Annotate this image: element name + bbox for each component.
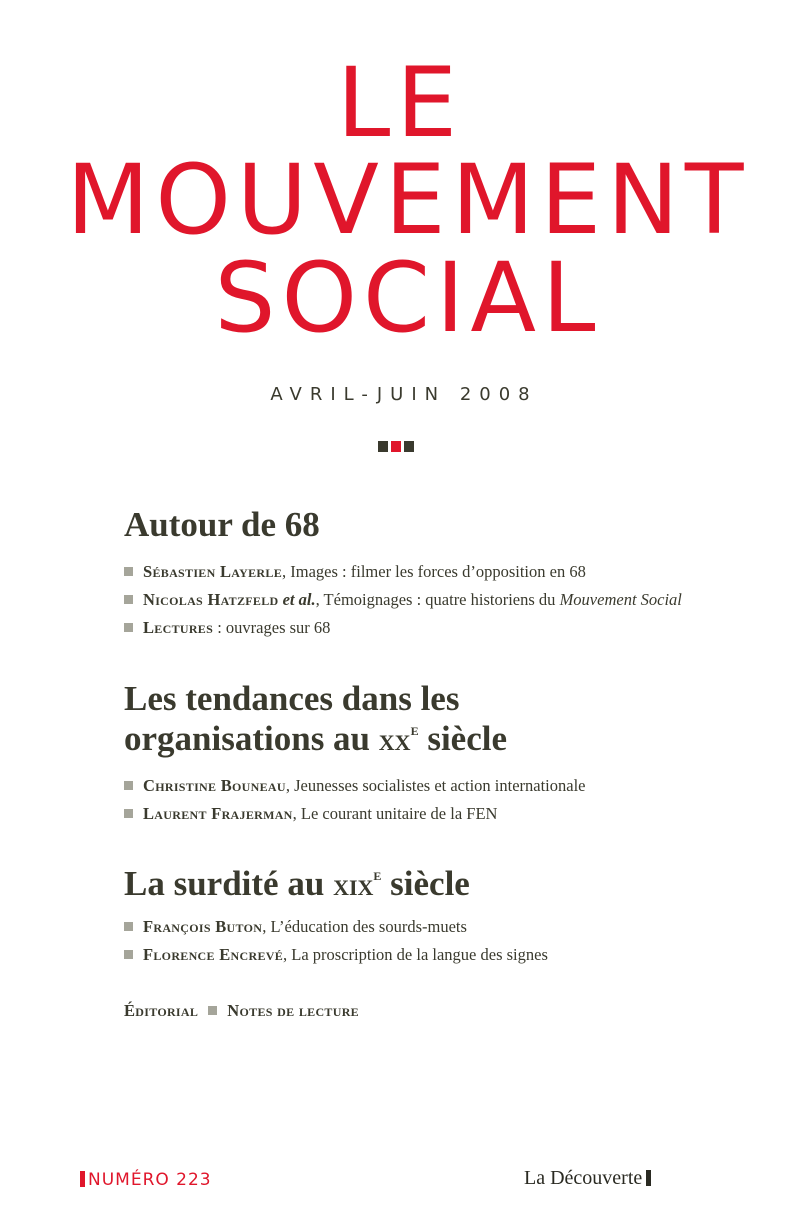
- title-suffix: siècle: [418, 719, 508, 758]
- issue-date: AVRIL-JUIN 2008: [270, 384, 538, 405]
- century-letters: xx: [378, 721, 411, 757]
- issue-number-text: NUMÉRO 223: [88, 1170, 212, 1190]
- square-bullet-icon: [124, 950, 133, 959]
- author-suffix: et al.: [282, 590, 316, 609]
- square-bullet-icon: [208, 1006, 217, 1015]
- author-name: Nicolas Hatzfeld: [143, 590, 279, 609]
- entry-text: , Le courant unitaire de la FEN: [292, 804, 498, 823]
- author-name: François Buton: [143, 917, 263, 936]
- entry-text: , Images : filmer les forces d’opposition en 68: [282, 562, 586, 581]
- square-bullet-icon: [124, 595, 133, 604]
- entry-text: , Jeunesses socialistes et action internationale: [285, 776, 586, 795]
- title-prefix: organisations au: [124, 719, 379, 758]
- square-dark-2: [404, 441, 414, 452]
- author-name: Sébastien Layerle: [143, 562, 283, 581]
- issue-number: [80, 1170, 212, 1190]
- entry-text: , L’éducation des sourds-muets: [262, 917, 467, 936]
- publisher-name: La Découverte: [524, 1167, 643, 1189]
- notes-label: Notes de lecture: [227, 1001, 359, 1020]
- square-bullet-icon: [124, 567, 133, 576]
- entry-layerle: [124, 562, 586, 582]
- century-superscript: e: [410, 720, 419, 739]
- section-title-tendances-line-1: Les tendances dans les: [124, 679, 460, 718]
- author-name: Lectures: [143, 618, 214, 637]
- title-prefix: La surdité au: [124, 864, 334, 903]
- square-bullet-icon: [124, 809, 133, 818]
- author-name: Florence Encrevé: [143, 945, 284, 964]
- author-name: Christine Bouneau: [143, 776, 286, 795]
- misc-line: [124, 1001, 359, 1021]
- century-letters: xix: [333, 866, 374, 902]
- century-superscript: e: [373, 865, 382, 884]
- square-dark-1: [378, 441, 388, 452]
- author-name: Laurent Frajerman: [143, 804, 293, 823]
- masthead-line-2: MOUVEMENT: [66, 144, 750, 256]
- section-title-tendances-line-2: [124, 719, 507, 759]
- century-numeral: [333, 866, 381, 902]
- century-numeral: [379, 721, 419, 757]
- section-title-surdite: [124, 864, 470, 904]
- square-red: [391, 441, 401, 452]
- red-bar-icon: [80, 1171, 85, 1187]
- editorial-label: Éditorial: [124, 1001, 199, 1020]
- entry-hatzfeld: [124, 590, 682, 610]
- entry-text-italic: Mouvement Social: [559, 590, 682, 609]
- square-bullet-icon: [124, 623, 133, 632]
- entry-frajerman: [124, 804, 497, 824]
- entry-lectures: [124, 618, 330, 638]
- publisher: [524, 1167, 651, 1190]
- decorative-squares: [378, 441, 414, 452]
- entry-text: : ouvrages sur 68: [213, 618, 331, 637]
- masthead-line-1: LE: [336, 47, 464, 159]
- entry-buton: [124, 917, 467, 937]
- masthead-line-3: SOCIAL: [214, 242, 602, 354]
- title-suffix: siècle: [381, 864, 470, 903]
- entry-encreve: [124, 945, 548, 965]
- dark-bar-icon: [646, 1170, 651, 1186]
- square-bullet-icon: [124, 781, 133, 790]
- entry-text: , La proscription de la langue des signes: [283, 945, 548, 964]
- entry-text: , Témoignages : quatre historiens du: [315, 590, 560, 609]
- square-bullet-icon: [124, 922, 133, 931]
- entry-bouneau: [124, 776, 586, 796]
- section-title-autour-de-68: Autour de 68: [124, 505, 320, 544]
